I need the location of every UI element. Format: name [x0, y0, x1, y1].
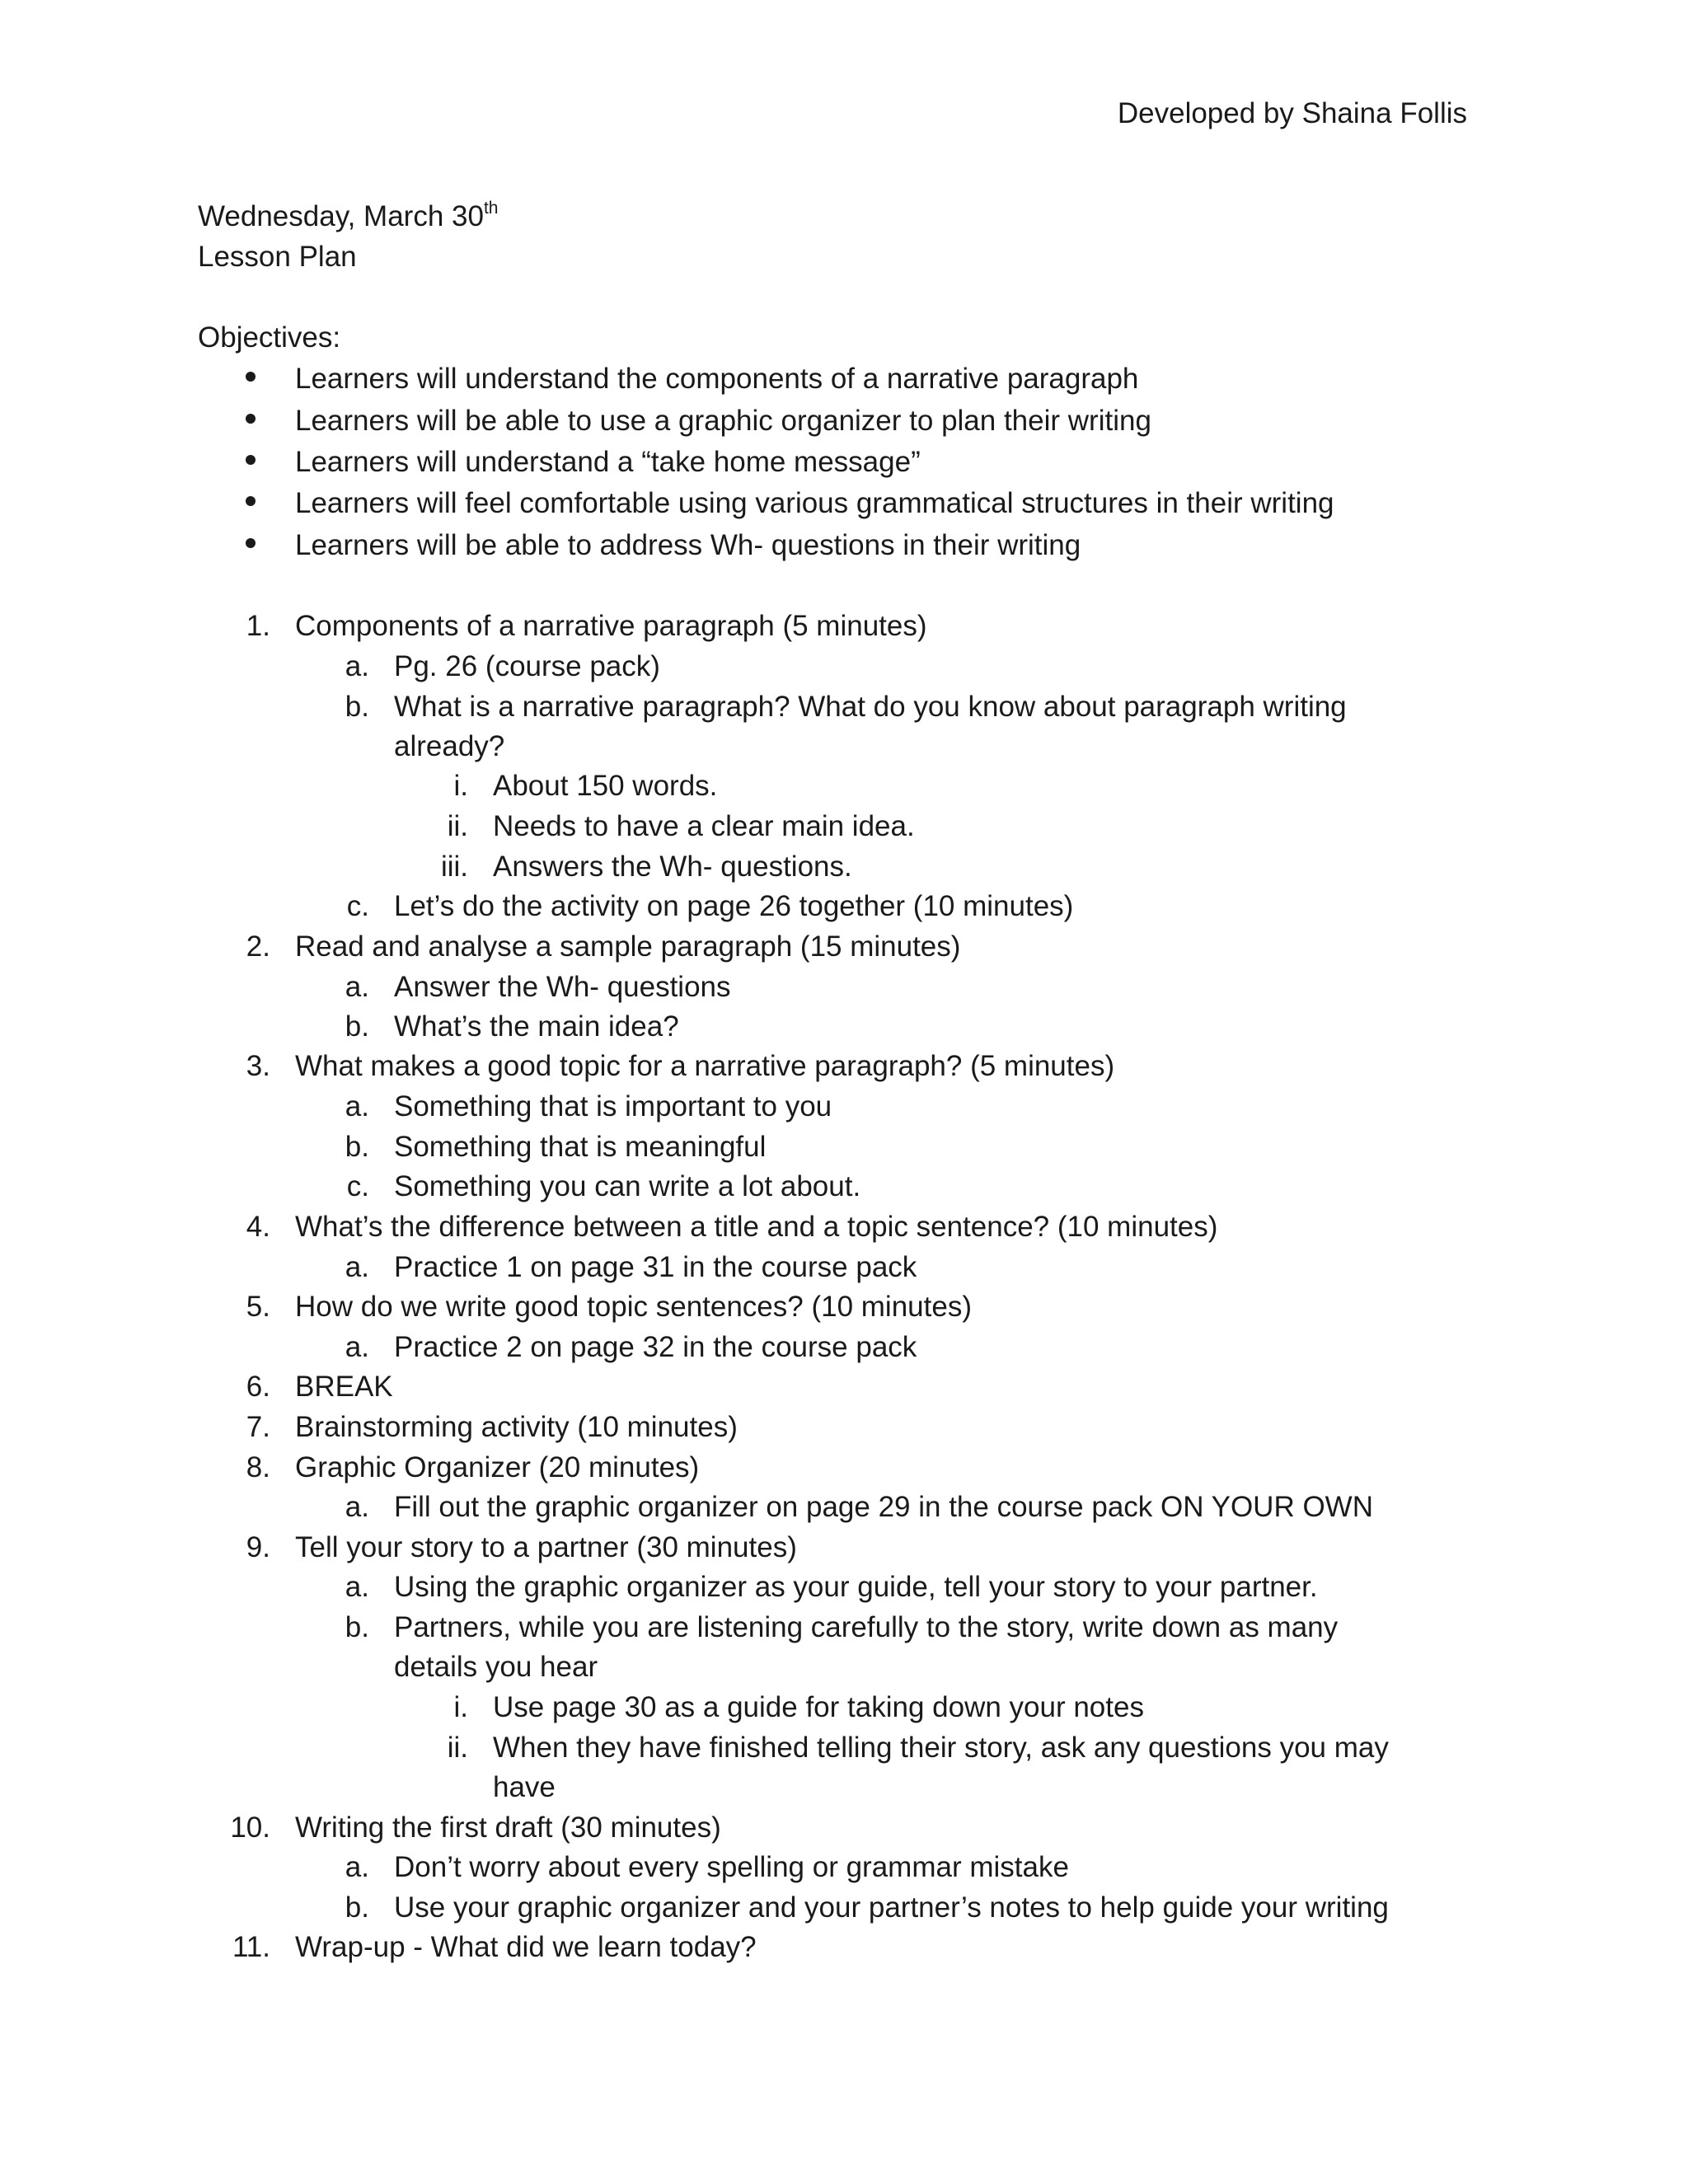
list-roman: iii.: [440, 851, 468, 883]
bullet-icon: [246, 538, 256, 548]
list-item: Tell your story to a partner (30 minutes): [295, 1531, 797, 1563]
list-item: Wrap-up - What did we learn today?: [295, 1931, 757, 1963]
list-letter: a.: [345, 650, 369, 682]
list-number: 2.: [246, 930, 270, 963]
list-item: What is a narrative paragraph? What do you know about paragraph writing: [394, 691, 1347, 723]
list-item: Let’s do the activity on page 26 together (10 minutes): [394, 890, 1074, 922]
date-suffix: th: [483, 199, 499, 218]
list-item: Answer the Wh- questions: [394, 971, 731, 1003]
list-roman: i.: [453, 1691, 468, 1723]
lesson-date: [198, 200, 498, 233]
list-item: BREAK: [295, 1371, 393, 1403]
list-letter: a.: [345, 1851, 369, 1883]
list-letter: b.: [345, 1131, 369, 1163]
list-letter: b.: [345, 1891, 369, 1924]
list-number: 3.: [246, 1050, 270, 1082]
list-item-continuation: details you hear: [394, 1651, 598, 1683]
lesson-title: Lesson Plan: [198, 241, 357, 273]
list-item: Use your graphic organizer and your partner’s notes to help guide your writing: [394, 1891, 1389, 1924]
list-letter: a.: [345, 1571, 369, 1603]
list-item-continuation: already?: [394, 730, 505, 762]
list-item: Fill out the graphic organizer on page 29 in the course pack ON YOUR OWN: [394, 1491, 1373, 1523]
list-letter: a.: [345, 1090, 369, 1122]
bullet-icon: [246, 414, 256, 424]
list-item: Pg. 26 (course pack): [394, 650, 660, 682]
objectives-heading: Objectives:: [198, 321, 341, 354]
list-number: 9.: [246, 1531, 270, 1563]
list-item: Use page 30 as a guide for taking down your notes: [493, 1691, 1144, 1723]
objective-item: Learners will be able to use a graphic organizer to plan their writing: [295, 405, 1151, 437]
list-roman: ii.: [447, 810, 468, 842]
list-item: Brainstorming activity (10 minutes): [295, 1411, 738, 1443]
list-item: Practice 2 on page 32 in the course pack: [394, 1331, 917, 1363]
list-letter: a.: [345, 1491, 369, 1523]
list-letter: b.: [345, 691, 369, 723]
objective-item: Learners will understand the components of a narrative paragraph: [295, 363, 1139, 395]
bullet-icon: [246, 372, 256, 382]
list-item: When they have finished telling their story, ask any questions you may: [493, 1732, 1389, 1764]
list-item: Practice 1 on page 31 in the course pack: [394, 1251, 917, 1283]
list-number: 5.: [246, 1291, 270, 1323]
list-item: Read and analyse a sample paragraph (15 minutes): [295, 930, 961, 963]
list-number: 7.: [246, 1411, 270, 1443]
list-letter: c.: [346, 1170, 369, 1202]
list-item: Partners, while you are listening carefully to the story, write down as many: [394, 1611, 1339, 1643]
list-item: Something that is important to you: [394, 1090, 832, 1122]
list-letter: b.: [345, 1010, 369, 1043]
list-item: How do we write good topic sentences? (10 minutes): [295, 1291, 972, 1323]
list-roman: ii.: [447, 1732, 468, 1764]
list-item-continuation: have: [493, 1771, 556, 1803]
list-number: 4.: [246, 1211, 270, 1243]
list-item: What makes a good topic for a narrative paragraph? (5 minutes): [295, 1050, 1115, 1082]
lesson-date-text: Wednesday, March 30: [198, 200, 484, 232]
objective-item: Learners will be able to address Wh- questions in their writing: [295, 529, 1081, 561]
list-item: Writing the first draft (30 minutes): [295, 1811, 721, 1844]
list-item: Answers the Wh- questions.: [493, 851, 852, 883]
list-number: 1.: [246, 610, 270, 642]
objective-item: Learners will feel comfortable using various grammatical structures in their writing: [295, 487, 1334, 519]
objective-item: Learners will understand a “take home message”: [295, 446, 921, 478]
list-item: Don’t worry about every spelling or grammar mistake: [394, 1851, 1069, 1883]
list-item: Needs to have a clear main idea.: [493, 810, 915, 842]
bullet-icon: [246, 455, 256, 465]
list-number: 11.: [232, 1931, 270, 1963]
list-item: What’s the difference between a title and a topic sentence? (10 minutes): [295, 1211, 1218, 1243]
list-item: About 150 words.: [493, 770, 718, 802]
list-letter: a.: [345, 1331, 369, 1363]
list-number: 8.: [246, 1451, 270, 1483]
list-item: Graphic Organizer (20 minutes): [295, 1451, 700, 1483]
bullet-icon: [246, 496, 256, 506]
list-number: 10.: [230, 1811, 270, 1844]
list-item: Using the graphic organizer as your guide, tell your story to your partner.: [394, 1571, 1318, 1603]
list-letter: b.: [345, 1611, 369, 1643]
list-letter: a.: [345, 971, 369, 1003]
list-number: 6.: [246, 1371, 270, 1403]
list-item: Something you can write a lot about.: [394, 1170, 861, 1202]
list-roman: i.: [453, 770, 468, 802]
list-letter: a.: [345, 1251, 369, 1283]
list-item: Something that is meaningful: [394, 1131, 767, 1163]
author-credit: Developed by Shaina Follis: [1117, 97, 1467, 129]
list-item: Components of a narrative paragraph (5 minutes): [295, 610, 927, 642]
list-item: What’s the main idea?: [394, 1010, 679, 1043]
list-letter: c.: [346, 890, 369, 922]
